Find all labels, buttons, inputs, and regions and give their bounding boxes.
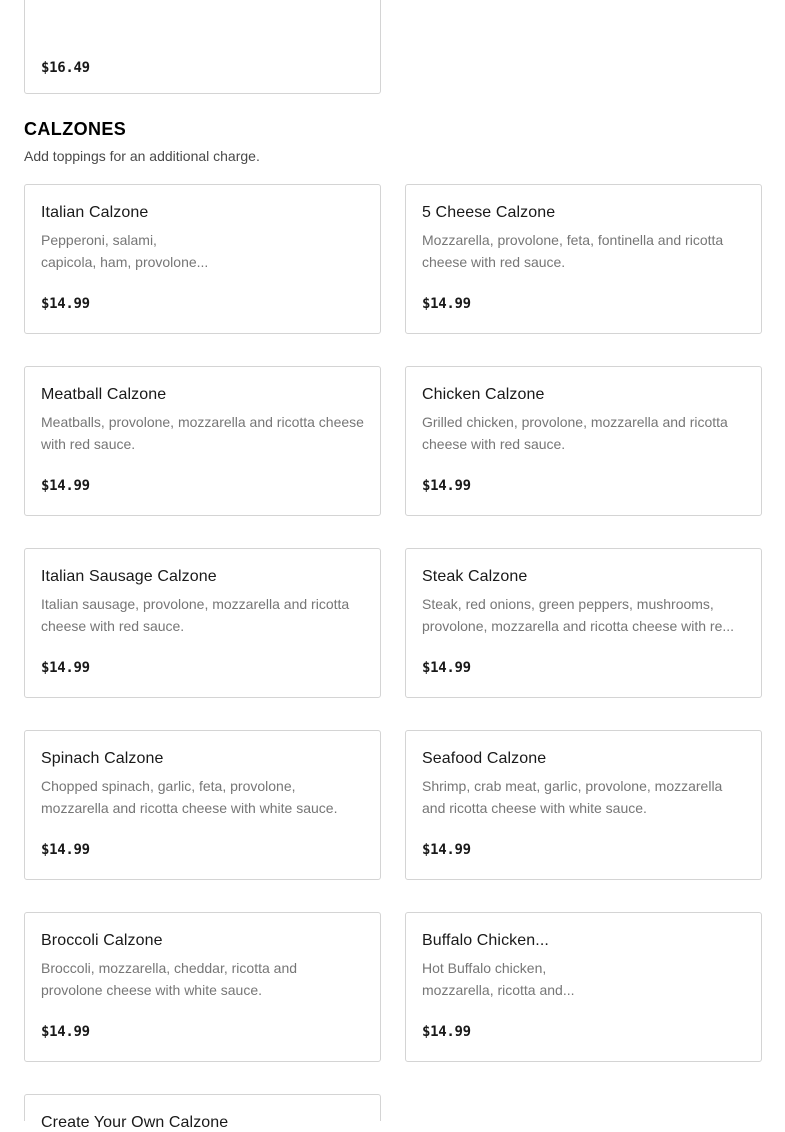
menu-item-name: Create Your Own Calzone (41, 1114, 229, 1131)
menu-item-description: Shrimp, crab meat, garlic, provolone, mozzarella and ricotta cheese with white sauce. (422, 778, 723, 816)
menu-item-price: $14.99 (422, 1024, 471, 1040)
menu-item-description: Pepperoni, salami, capicola, ham, provolone... (41, 232, 209, 270)
menu-item-description: Mozzarella, provolone, feta, fontinella and ricotta cheese with red sauce. (422, 232, 724, 270)
menu-item-name: Seafood Calzone (422, 750, 547, 767)
menu-item-5-cheese-calzone[interactable] (405, 184, 762, 334)
menu-item-steak-calzone[interactable] (405, 548, 762, 698)
menu-item-price: $14.99 (41, 296, 90, 312)
menu-item-broccoli-calzone[interactable] (24, 912, 381, 1062)
menu-item-price: $14.99 (41, 842, 90, 858)
menu-item-spinach-calzone[interactable] (24, 730, 381, 880)
menu-item-name: Italian Calzone (41, 204, 149, 221)
menu-item-create-your-own-calzone[interactable] (24, 1094, 381, 1131)
menu-item-price: $16.49 (41, 60, 90, 76)
menu-item-name: Italian Sausage Calzone (41, 568, 217, 585)
menu-item-price: $14.99 (41, 660, 90, 676)
menu-item-italian-sausage-calzone[interactable] (24, 548, 381, 698)
menu-item-description: Steak, red onions, green peppers, mushrooms, provolone, mozzarella and ricotta cheese with re... (422, 596, 735, 634)
menu-item-seafood-calzone[interactable] (405, 730, 762, 880)
menu-item-description: Italian sausage, provolone, mozzarella and ricotta cheese with red sauce. (41, 596, 350, 634)
menu-item-price: $14.99 (422, 842, 471, 858)
menu-item-description: Grilled chicken, provolone, mozzarella and ricotta cheese with red sauce. (422, 414, 728, 452)
menu-item-price: $14.99 (422, 296, 471, 312)
menu-item-description: Hot Buffalo chicken, mozzarella, ricotta and... (422, 960, 575, 998)
menu-item-name: Broccoli Calzone (41, 932, 163, 949)
section-subtitle: Add toppings for an additional charge. (24, 148, 260, 164)
menu-item-name: Chicken Calzone (422, 386, 545, 403)
menu-item-chicken-calzone[interactable] (405, 366, 762, 516)
menu-item-description: Chopped spinach, garlic, feta, provolone, mozzarella and ricotta cheese with white sauce. (41, 778, 338, 816)
menu-item-price: $14.99 (41, 478, 90, 494)
menu-item-name: Buffalo Chicken... (422, 932, 549, 949)
menu-item-name: 5 Cheese Calzone (422, 204, 556, 221)
menu-item-name: Steak Calzone (422, 568, 528, 585)
menu-item-italian-calzone[interactable] (24, 184, 381, 334)
menu-item-buffalo-chicken-calzone[interactable] (405, 912, 762, 1062)
menu-item-name: Spinach Calzone (41, 750, 164, 767)
menu-item-meatball-calzone[interactable] (24, 366, 381, 516)
menu-item-description: Meatballs, provolone, mozzarella and ricotta cheese with red sauce. (41, 414, 364, 452)
section-title: CALZONES (24, 119, 127, 139)
menu-item-price: $14.99 (422, 478, 471, 494)
menu-item-card[interactable] (24, 0, 381, 94)
menu-item-price: $14.99 (422, 660, 471, 676)
menu-item-price: $14.99 (41, 1024, 90, 1040)
menu-item-description: Broccoli, mozzarella, cheddar, ricotta and provolone cheese with white sauce. (41, 960, 298, 998)
menu-item-name: Meatball Calzone (41, 386, 167, 403)
